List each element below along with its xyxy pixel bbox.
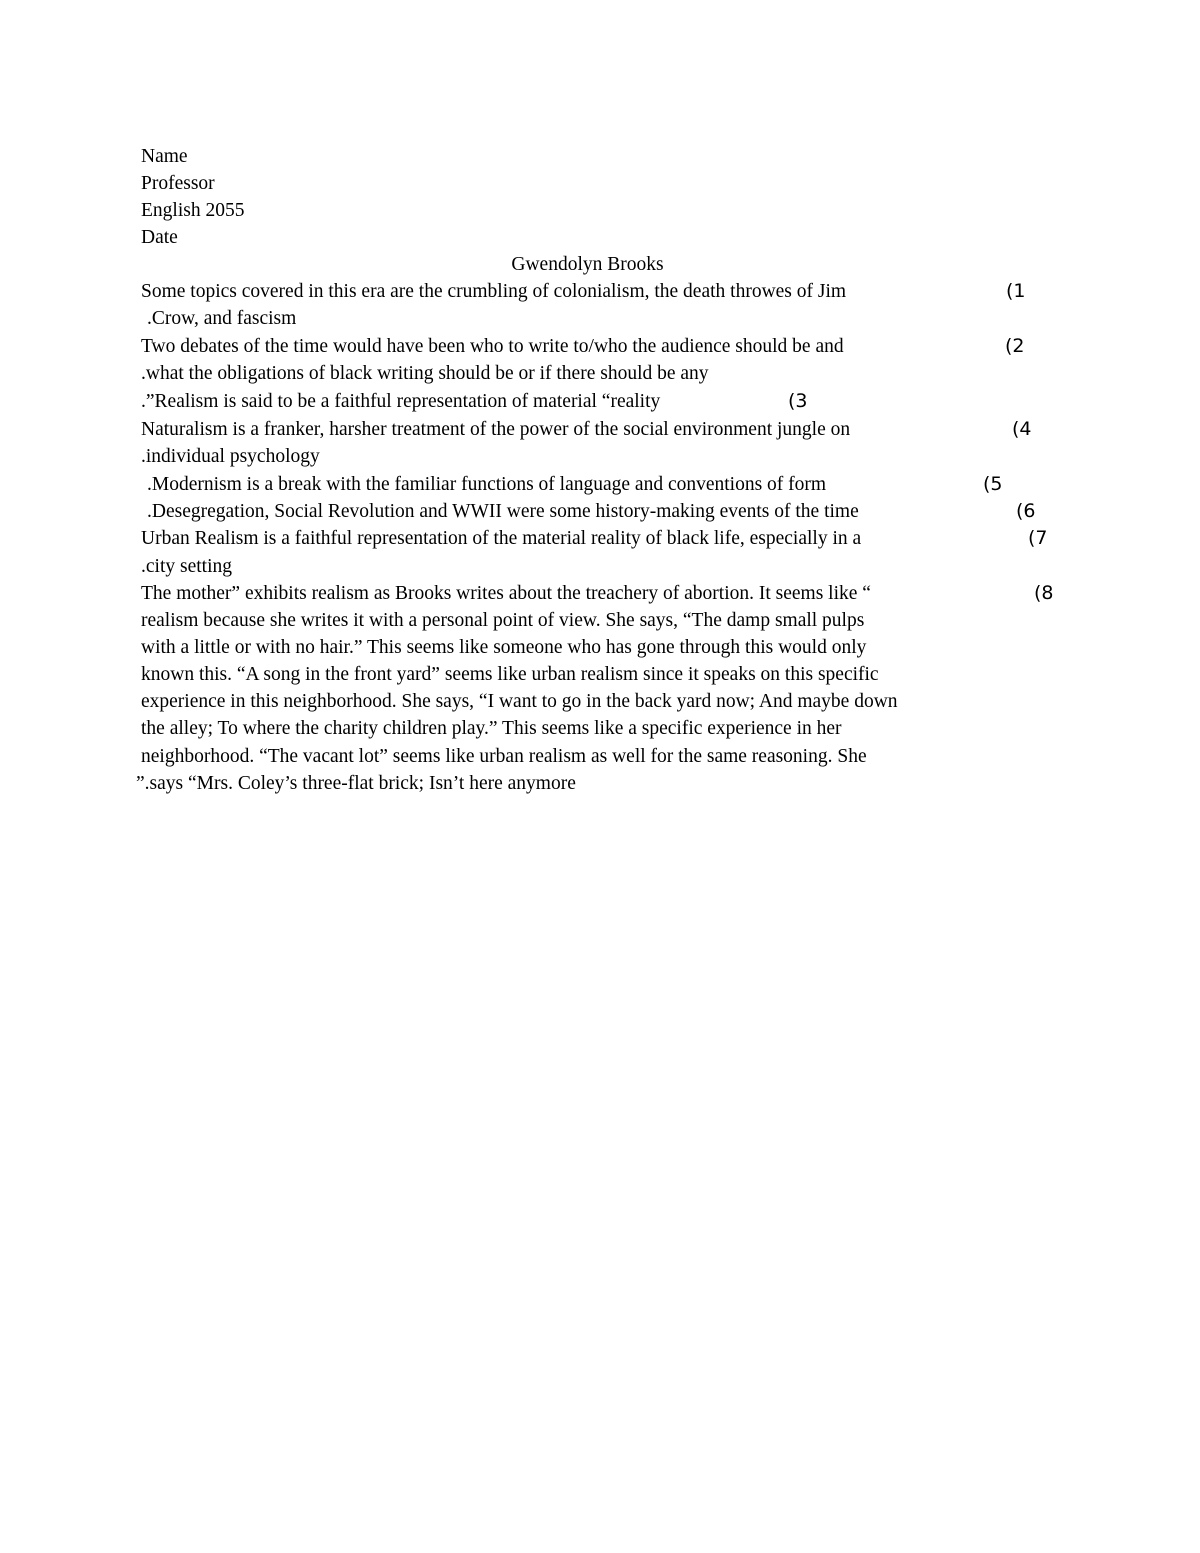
answer-8-line-7: neighborhood. “The vacant lot” seems like urban realism as well for the same reasoning. She (141, 746, 867, 767)
answer-1-number: (1 (1006, 280, 1026, 302)
answer-8-number: (8 (1034, 582, 1054, 604)
answer-3-line-1: .”Realism is said to be a faithful representation of material “reality (141, 391, 661, 412)
course-name: English 2055 (141, 200, 245, 221)
answer-7-line-2: .city setting (141, 556, 232, 577)
answer-5-line-1: .Modernism is a break with the familiar functions of language and conventions of form (147, 474, 827, 495)
answer-3-number: (3 (788, 390, 808, 412)
answer-5-number: (5 (983, 473, 1003, 495)
answer-8-line-1: The mother” exhibits realism as Brooks writes about the treachery of abortion. It seems like “ (141, 583, 871, 604)
answer-7-number: (7 (1028, 527, 1048, 549)
date-field: Date (141, 227, 178, 248)
answer-8-line-5: experience in this neighborhood. She says, “I want to go in the back yard now; And maybe down (141, 691, 898, 712)
student-name: Name (141, 146, 188, 167)
answer-7-line-1: Urban Realism is a faithful representation of the material reality of black life, especially in a (141, 528, 862, 549)
answer-8-line-4: known this. “A song in the front yard” seems like urban realism since it speaks on this specific (141, 664, 879, 685)
answer-1-line-1: Some topics covered in this era are the crumbling of colonialism, the death throwes of Jim (141, 281, 847, 302)
answer-8-line-3: with a little or with no hair.” This seems like someone who has gone through this would only (141, 637, 867, 658)
answer-1-line-2: .Crow, and fascism (147, 308, 297, 329)
answer-8-line-2: realism because she writes it with a personal point of view. She says, “The damp small pulps (141, 610, 865, 631)
answer-6-number: (6 (1016, 500, 1036, 522)
answer-4-line-1: Naturalism is a franker, harsher treatment of the power of the social environment jungle on (141, 419, 851, 440)
professor-name: Professor (141, 173, 215, 194)
answer-8-line-8: ”.says “Mrs. Coley’s three-flat brick; Isn’t here anymore (136, 773, 576, 794)
answer-8-line-6: the alley; To where the charity children play.” This seems like a specific experience in her (141, 718, 842, 739)
answer-4-line-2: .individual psychology (141, 446, 320, 467)
document-title: Gwendolyn Brooks (511, 254, 664, 275)
answer-2-number: (2 (1005, 335, 1025, 357)
answer-2-line-1: Two debates of the time would have been who to write to/who the audience should be and (141, 336, 844, 357)
answer-2-line-2: .what the obligations of black writing should be or if there should be any (141, 363, 709, 384)
answer-4-number: (4 (1012, 418, 1032, 440)
answer-6-line-1: .Desegregation, Social Revolution and WWII were some history-making events of the time (147, 501, 859, 522)
